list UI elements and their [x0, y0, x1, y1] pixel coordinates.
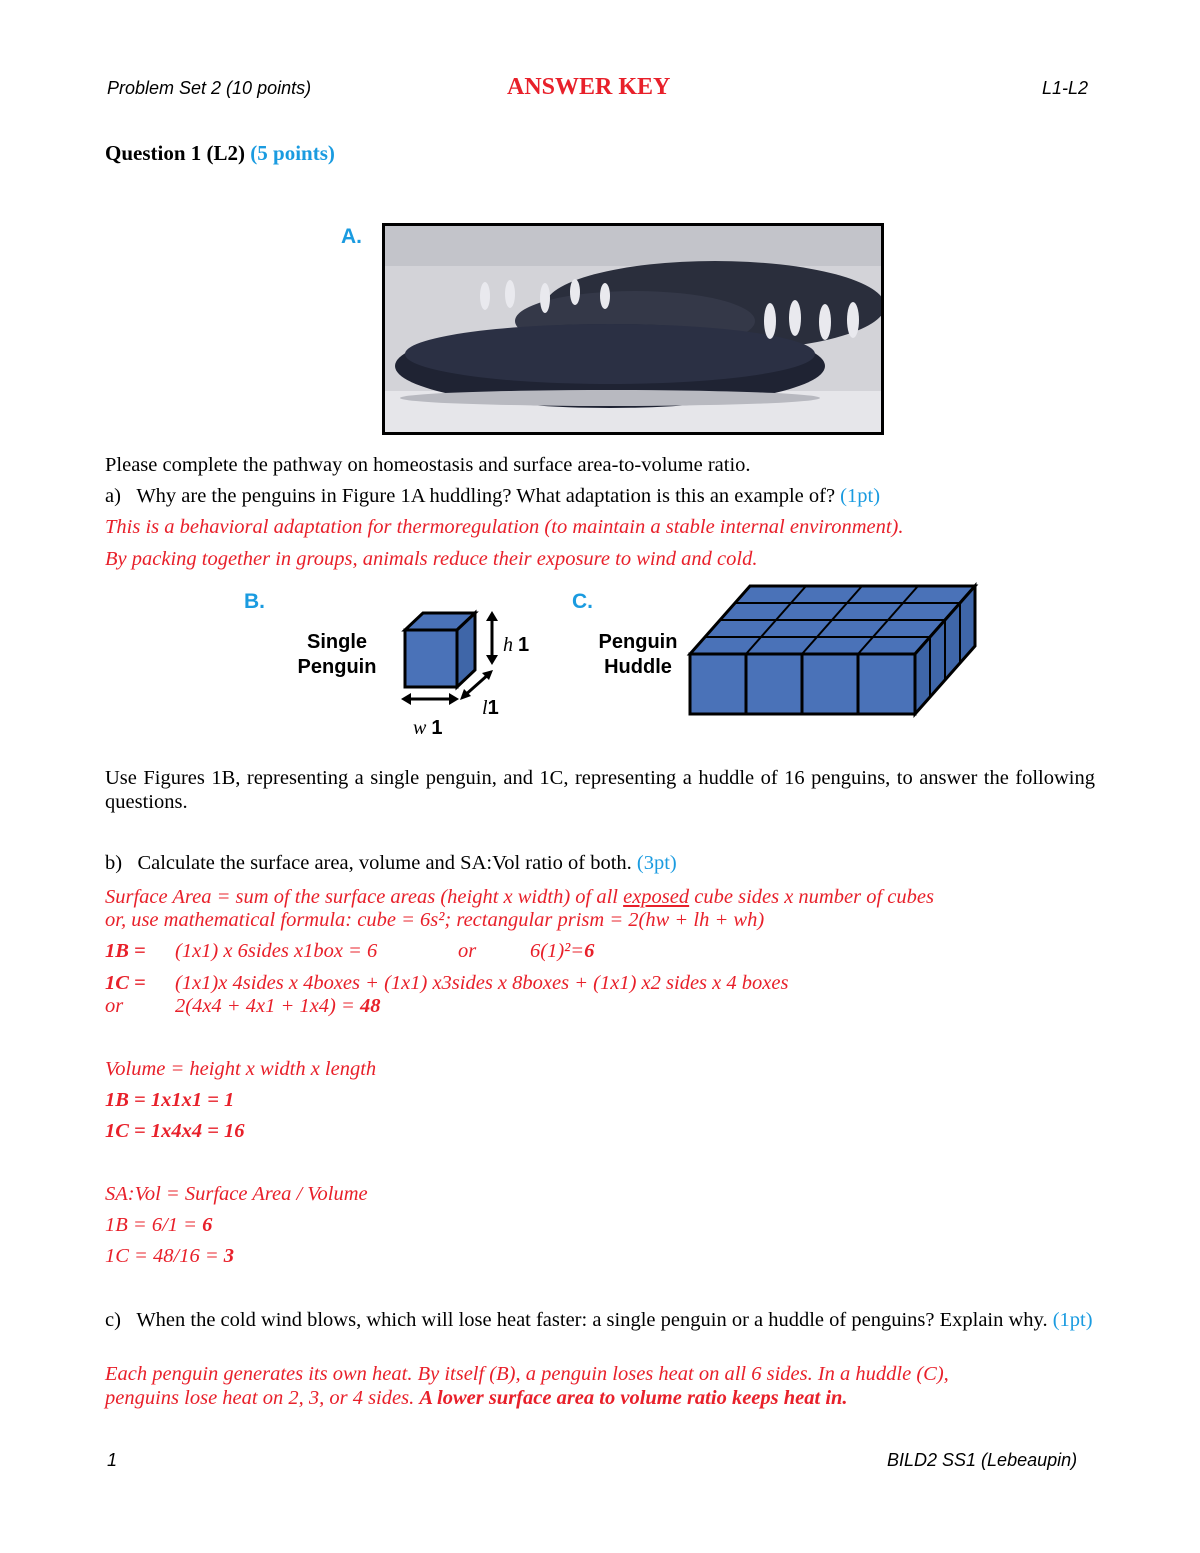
sa-1c-alt: or 2(4x4 + 4x1 + 1x4) = 48: [105, 995, 381, 1017]
answer-key-title: ANSWER KEY: [507, 74, 671, 100]
part-c-answer-2: penguins lose heat on 2, 3, or 4 sides. A lower surface area to volume ratio keeps heat in.: [105, 1387, 848, 1409]
figure-a-label: A.: [341, 225, 362, 248]
figure-b-label: B.: [244, 590, 265, 613]
part-a-question: a) Why are the penguins in Figure 1A huddling? What adaptation is this an example of? (1pt): [105, 485, 881, 507]
use-figures-text: Use Figures 1B, representing a single penguin, and 1C, representing a huddle of 16 penguins, to answer the following questions.: [105, 767, 1095, 813]
question-points: (5 points): [250, 141, 335, 165]
part-c-points: (1pt): [1052, 1309, 1093, 1331]
part-a-answer-1: This is a behavioral adaptation for thermoregulation (to maintain a stable internal environment).: [105, 516, 904, 538]
part-c-question: c) When the cold wind blows, which will lose heat faster: a single penguin or a huddle of penguins? Explain why. (1pt): [105, 1309, 1093, 1331]
height-label: h 1: [503, 634, 530, 656]
volume-1b: 1B = 1x1x1 = 1: [105, 1089, 235, 1111]
sa-1c: 1C = (1x1)x 4sides x 4boxes + (1x1) x3sides x 8boxes + (1x1) x2 sides x 4 boxes: [105, 972, 789, 994]
question-title: Question 1 (L2) (5 points): [105, 141, 335, 165]
length-label: l1: [482, 697, 499, 719]
penguin-huddle-caption: Penguin Huddle: [598, 631, 678, 678]
header-left: Problem Set 2 (10 points): [107, 78, 312, 98]
sa-formula: or, use mathematical formula: cube = 6s²; rectangular prism = 2(hw + lh + wh): [105, 909, 765, 931]
sa-1b: 1B = (1x1) x 6sides x1box = 6 or 6(1)²=6: [105, 940, 595, 962]
penguin-huddle-photo: [382, 223, 884, 435]
volume-definition: Volume = height x width x length: [105, 1058, 377, 1080]
footer-course: BILD2 SS1 (Lebeaupin): [887, 1450, 1078, 1470]
ratio-1b: 1B = 6/1 = 6: [105, 1214, 213, 1236]
single-penguin-caption: Single Penguin: [297, 631, 377, 678]
ratio-definition: SA:Vol = Surface Area / Volume: [105, 1183, 368, 1205]
figure-c-label: C.: [572, 590, 593, 613]
width-label: w 1: [413, 717, 443, 739]
huddle-cubes-diagram: [685, 582, 985, 722]
sa-definition: Surface Area = sum of the surface areas (height x width) of all exposed cube sides x number of cubes: [105, 886, 934, 908]
part-b-question: b) Calculate the surface area, volume and SA:Vol ratio of both. (3pt): [105, 852, 677, 874]
part-c-answer-1: Each penguin generates its own heat. By itself (B), a penguin loses heat on all 6 sides. In a huddle (C),: [105, 1363, 949, 1385]
volume-1c: 1C = 1x4x4 = 16: [105, 1120, 245, 1142]
part-a-answer-2: By packing together in groups, animals reduce their exposure to wind and cold.: [105, 548, 758, 570]
page-number: 1: [107, 1450, 118, 1470]
header-right: L1-L2: [1042, 78, 1089, 98]
ratio-1c: 1C = 48/16 = 3: [105, 1245, 235, 1267]
part-b-points: (3pt): [636, 852, 677, 874]
part-a-points: (1pt): [840, 485, 881, 507]
intro-text: Please complete the pathway on homeostasis and surface area-to-volume ratio.: [105, 454, 751, 476]
